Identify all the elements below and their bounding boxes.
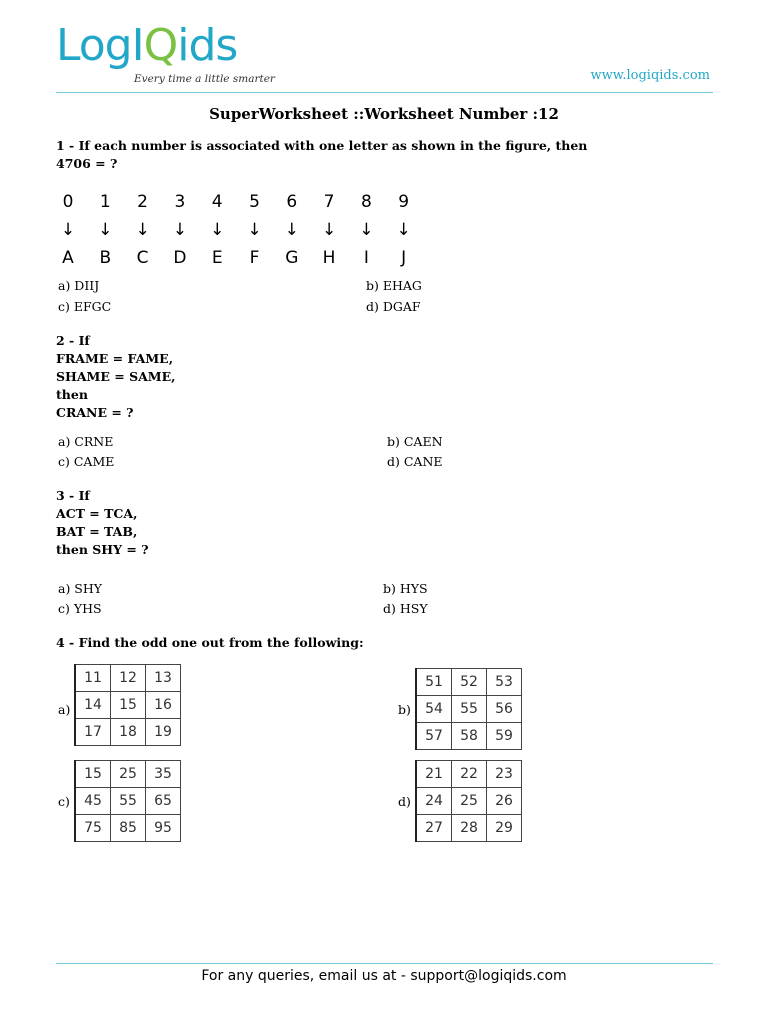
number-1: 1 (99, 192, 111, 212)
grid-cell: 17 (75, 719, 111, 746)
arrow-4: ↓ (210, 220, 225, 240)
letter-9: J (401, 248, 407, 268)
q4-grid-a[interactable] (74, 664, 181, 746)
logo-tagline: Every time a little smarter (134, 73, 275, 85)
letter-8: I (363, 248, 369, 268)
grid-cell: 65 (146, 788, 181, 815)
number-6: 6 (286, 192, 298, 212)
question-4-prompt: 4 - Find the odd one out from the following: (56, 635, 364, 650)
footer-divider (56, 963, 713, 964)
grid-cell: 55 (111, 788, 146, 815)
grid-cell: 54 (416, 696, 452, 723)
arrow-6: ↓ (284, 220, 299, 240)
q3-option-b[interactable]: b) HYS (383, 581, 428, 596)
footer-contact: For any queries, email us at - support@logiqids.com (201, 968, 567, 984)
q4-option-a-label[interactable]: a) (58, 702, 71, 717)
number-4: 4 (211, 192, 223, 212)
letter-6: G (285, 248, 299, 268)
q3-option-c[interactable]: c) YHS (58, 601, 102, 616)
grid-cell: 16 (146, 692, 181, 719)
grid-cell: 21 (416, 761, 452, 788)
grid-cell: 52 (452, 669, 487, 696)
letter-3: D (173, 248, 187, 268)
question-1-prompt: 1 - If each number is associated with one letter as shown in the figure, then 4706 = ? (56, 138, 588, 171)
letter-1: B (99, 248, 112, 268)
number-2: 2 (137, 192, 148, 212)
q1-option-d[interactable]: d) DGAF (366, 299, 421, 314)
number-9: 9 (398, 192, 410, 212)
q1-option-c[interactable]: c) EFGC (58, 299, 112, 314)
letter-4: E (211, 248, 223, 268)
grid-cell: 55 (452, 696, 487, 723)
grid-cell: 19 (146, 719, 181, 746)
q1-option-a[interactable]: a) DIIJ (58, 278, 100, 293)
arrow-8: ↓ (359, 220, 374, 240)
website-link[interactable]: www.logiqids.com (590, 68, 710, 83)
arrow-2: ↓ (135, 220, 150, 240)
arrow-5: ↓ (247, 220, 262, 240)
grid-cell: 23 (487, 761, 522, 788)
q3-option-d[interactable]: d) HSY (383, 601, 428, 616)
grid-cell: 15 (75, 761, 111, 788)
grid-cell: 53 (487, 669, 522, 696)
number-7: 7 (323, 192, 335, 212)
cipher-figure (53, 192, 419, 268)
grid-cell: 14 (75, 692, 111, 719)
grid-cell: 75 (75, 815, 111, 842)
q2-option-b[interactable]: b) CAEN (387, 434, 443, 449)
letter-7: H (322, 248, 336, 268)
grid-cell: 25 (452, 788, 487, 815)
grid-cell: 51 (416, 669, 452, 696)
grid-cell: 22 (452, 761, 487, 788)
grid-cell: 18 (111, 719, 146, 746)
arrow-0: ↓ (60, 220, 76, 240)
grid-cell: 27 (416, 815, 452, 842)
q4-grid-b[interactable] (415, 668, 522, 750)
arrow-9: ↓ (396, 220, 411, 240)
letter-5: F (249, 248, 260, 268)
number-3: 3 (174, 192, 186, 212)
letter-0: A (62, 248, 74, 268)
grid-cell: 35 (146, 761, 181, 788)
grid-cell: 85 (111, 815, 146, 842)
q2-option-d[interactable]: d) CANE (387, 454, 443, 469)
q4-option-d-label[interactable]: d) (398, 794, 411, 809)
logo: LogIQids (56, 20, 238, 71)
q2-option-c[interactable]: c) CAME (58, 454, 115, 469)
grid-cell: 59 (487, 723, 522, 750)
grid-cell: 25 (111, 761, 146, 788)
grid-cell: 15 (111, 692, 146, 719)
grid-cell: 11 (75, 665, 111, 692)
grid-cell: 24 (416, 788, 452, 815)
grid-cell: 26 (487, 788, 522, 815)
q1-option-b[interactable]: b) EHAG (366, 278, 422, 293)
number-5: 5 (249, 192, 260, 212)
grid-cell: 28 (452, 815, 487, 842)
grid-cell: 95 (146, 815, 181, 842)
question-2-prompt: 2 - If FRAME = FAME, SHAME = SAME, then CRANE = ? (56, 333, 176, 420)
q4-option-b-label[interactable]: b) (398, 702, 411, 717)
header-divider (56, 92, 713, 93)
grid-cell: 58 (452, 723, 487, 750)
letter-2: C (136, 248, 149, 268)
grid-cell: 45 (75, 788, 111, 815)
grid-cell: 57 (416, 723, 452, 750)
arrow-7: ↓ (321, 220, 337, 240)
grid-cell: 12 (111, 665, 146, 692)
grid-cell: 13 (146, 665, 181, 692)
grid-cell: 56 (487, 696, 522, 723)
arrow-1: ↓ (98, 220, 113, 240)
q4-grid-d[interactable] (415, 760, 522, 842)
question-3-prompt: 3 - If ACT = TCA, BAT = TAB, then SHY = ? (56, 488, 149, 557)
q4-grid-c[interactable] (74, 760, 181, 842)
arrow-3: ↓ (172, 220, 188, 240)
q3-option-a[interactable]: a) SHY (58, 581, 103, 596)
number-8: 8 (360, 192, 372, 212)
worksheet-title: SuperWorksheet ::Worksheet Number :12 (209, 105, 559, 123)
number-0: 0 (62, 192, 74, 212)
q4-option-c-label[interactable]: c) (58, 794, 70, 809)
grid-cell: 29 (487, 815, 522, 842)
q2-option-a[interactable]: a) CRNE (58, 434, 114, 449)
